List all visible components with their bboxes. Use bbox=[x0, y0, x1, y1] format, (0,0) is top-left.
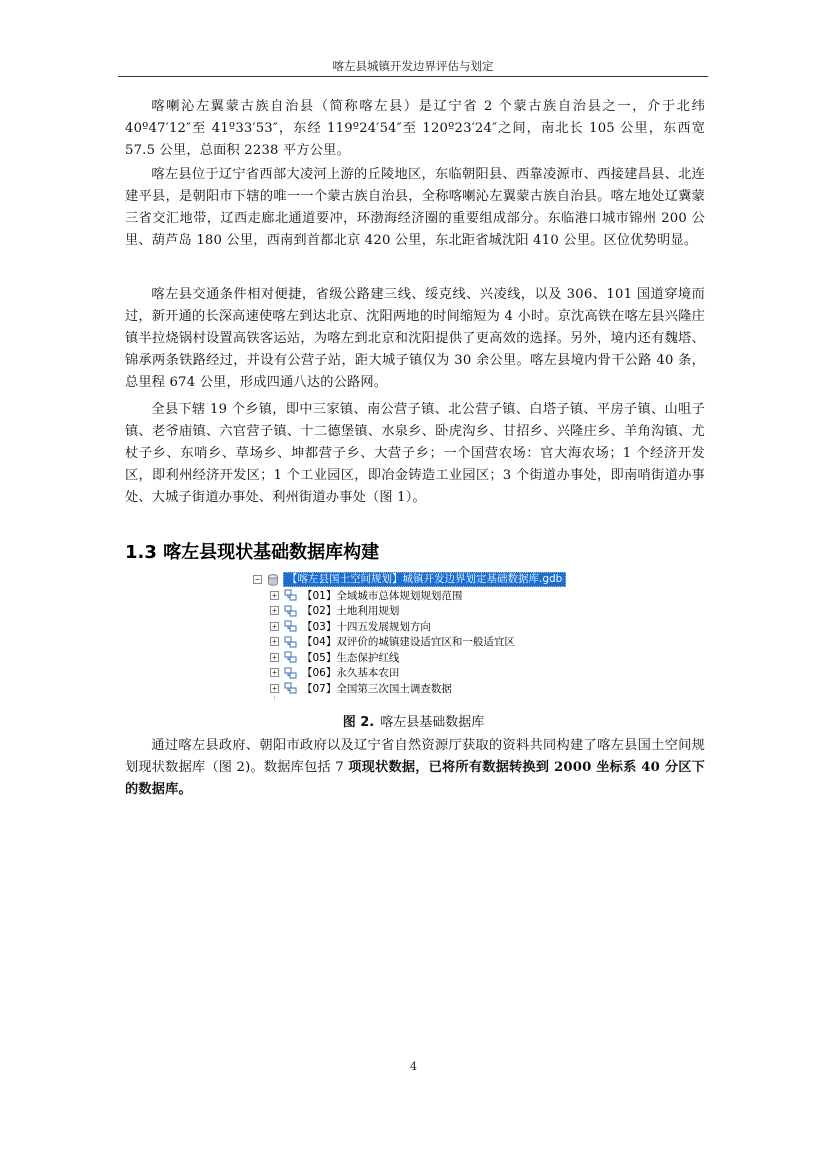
tree-item-label[interactable]: 【07】全国第三次国土调查数据 bbox=[302, 682, 452, 695]
paragraph-geography bbox=[125, 164, 705, 252]
header-rule bbox=[118, 76, 708, 77]
expand-plus-icon[interactable]: + bbox=[270, 606, 279, 615]
paragraph-text-regular: 通过喀左县政府、朝阳市政府以及辽宁省自然资源厅获取的资料共同构建了喀左县国土空间规划现状数据库（图 2)。数据库包括 7 bbox=[125, 738, 705, 775]
tree-item[interactable] bbox=[253, 681, 583, 697]
expand-plus-icon[interactable]: + bbox=[270, 653, 279, 662]
database-icon bbox=[267, 574, 279, 586]
tree-root-node[interactable] bbox=[253, 572, 583, 588]
tree-item[interactable] bbox=[253, 603, 583, 619]
expand-plus-icon[interactable]: + bbox=[270, 591, 279, 600]
feature-dataset-icon bbox=[284, 605, 298, 617]
expand-plus-icon[interactable]: + bbox=[270, 637, 279, 646]
figure-caption-number: 图 2. bbox=[342, 715, 375, 730]
paragraph-database bbox=[125, 735, 705, 801]
figure-caption bbox=[0, 711, 827, 730]
feature-dataset-icon bbox=[284, 682, 298, 694]
paragraph-text: 喀左县交通条件相对便捷，省级公路建三线、绥克线、兴凌线，以及 306、101 国道穿境而过，新开通的长深高速使喀左到达北京、沈阳两地的时间缩短为 4 小时。京沈高铁在喀左县兴隆庄镇半拉烧锅村设置高铁客运站，为喀左到北京和沈阳提供了更高效的选择。另外，境内还有魏塔、锦承两条铁路经过，并设有公营子站，距大城子镇仅为 30 余公里。喀左县境内骨干公路 40 条，总里程 674 公里，形成四通八达的公路网。 bbox=[125, 287, 705, 390]
paragraph-location bbox=[125, 96, 705, 162]
tree-item[interactable] bbox=[253, 619, 583, 635]
paragraph-text: 喀喇沁左翼蒙古族自治县（简称喀左县）是辽宁省 2 个蒙古族自治县之一，介于北纬 40º47′12″至 41º33′53″，东经 119º24′54″至 120º23′24″之间，南北长 105 公里，东西宽 57.5 公里，总面积 2238 平方公里。 bbox=[125, 99, 705, 158]
tree-item-label[interactable]: 【04】双评价的城镇建设适宜区和一般适宜区 bbox=[302, 636, 515, 649]
paragraph-transport bbox=[125, 284, 705, 394]
tree-item[interactable] bbox=[253, 634, 583, 650]
section-heading: 1.3 喀左县现状基础数据库构建 bbox=[125, 542, 380, 563]
paragraph-administration bbox=[125, 399, 705, 509]
feature-dataset-icon bbox=[284, 589, 298, 601]
running-header-title: 喀左县城镇开发边界评估与划定 bbox=[332, 59, 494, 73]
tree-item-label[interactable]: 【05】生态保护红线 bbox=[302, 651, 400, 664]
tree-item-label[interactable]: 【02】土地利用规划 bbox=[302, 605, 400, 618]
paragraph-text-bold: 项现状数据，已将所有数据转换到 2000 坐标系 40 分区下的数据库。 bbox=[125, 760, 705, 797]
tree-item-label[interactable]: 【01】全域城市总体规划规划范围 bbox=[302, 589, 463, 602]
tree-connector bbox=[274, 696, 583, 700]
paragraph-text bbox=[125, 735, 705, 801]
tree-item[interactable] bbox=[253, 650, 583, 666]
database-tree bbox=[253, 572, 583, 700]
feature-dataset-icon bbox=[284, 651, 298, 663]
page-number: 4 bbox=[410, 1060, 417, 1073]
root-database-label[interactable]: 【喀左县国土空间规划】城镇开发边界划定基础数据库.gdb bbox=[283, 572, 566, 587]
paragraph-text: 喀左县位于辽宁省西部大凌河上游的丘陵地区，东临朝阳县、西靠凌源市、西接建昌县、北连建平县，是朝阳市下辖的唯一一个蒙古族自治县，全称喀喇沁左翼蒙古族自治县。喀左地处辽冀蒙三省交汇地带，辽西走廊北通道要冲，环渤海经济圈的重要组成部分。东临港口城市锦州 200 公里、葫芦岛 180 公里，西南到首都北京 420 公里，东北距省城沈阳 410 公里。区位优势明显。 bbox=[125, 167, 705, 248]
tree-item-label[interactable]: 【03】十四五发展规划方向 bbox=[302, 620, 431, 633]
feature-dataset-icon bbox=[284, 620, 298, 632]
figure-caption-text: 喀左县基础数据库 bbox=[380, 715, 485, 730]
tree-item[interactable] bbox=[253, 588, 583, 604]
tree-item[interactable] bbox=[253, 665, 583, 681]
paragraph-text: 全县下辖 19 个乡镇，即中三家镇、南公营子镇、北公营子镇、白塔子镇、平房子镇、山咀子镇、老爷庙镇、六官营子镇、十二德堡镇、水泉乡、卧虎沟乡、甘招乡、兴隆庄乡、羊角沟镇、尤杖子乡、东哨乡、草场乡、坤都营子乡、大营子乡；一个国营农场：官大海农场；1 个经济开发区，即利州经济开发区；1 个工业园区，即冶金铸造工业园区；3 个街道办事处，即南哨街道办事处、大城子街道办事处、利州街道办事处（图 1）。 bbox=[125, 402, 705, 505]
expand-plus-icon[interactable]: + bbox=[270, 622, 279, 631]
feature-dataset-icon bbox=[284, 636, 298, 648]
tree-item-label[interactable]: 【06】永久基本农田 bbox=[302, 667, 400, 680]
expand-plus-icon[interactable]: + bbox=[270, 684, 279, 693]
feature-dataset-icon bbox=[284, 667, 298, 679]
expand-plus-icon[interactable]: + bbox=[270, 668, 279, 677]
collapse-minus-icon[interactable]: − bbox=[253, 575, 262, 584]
